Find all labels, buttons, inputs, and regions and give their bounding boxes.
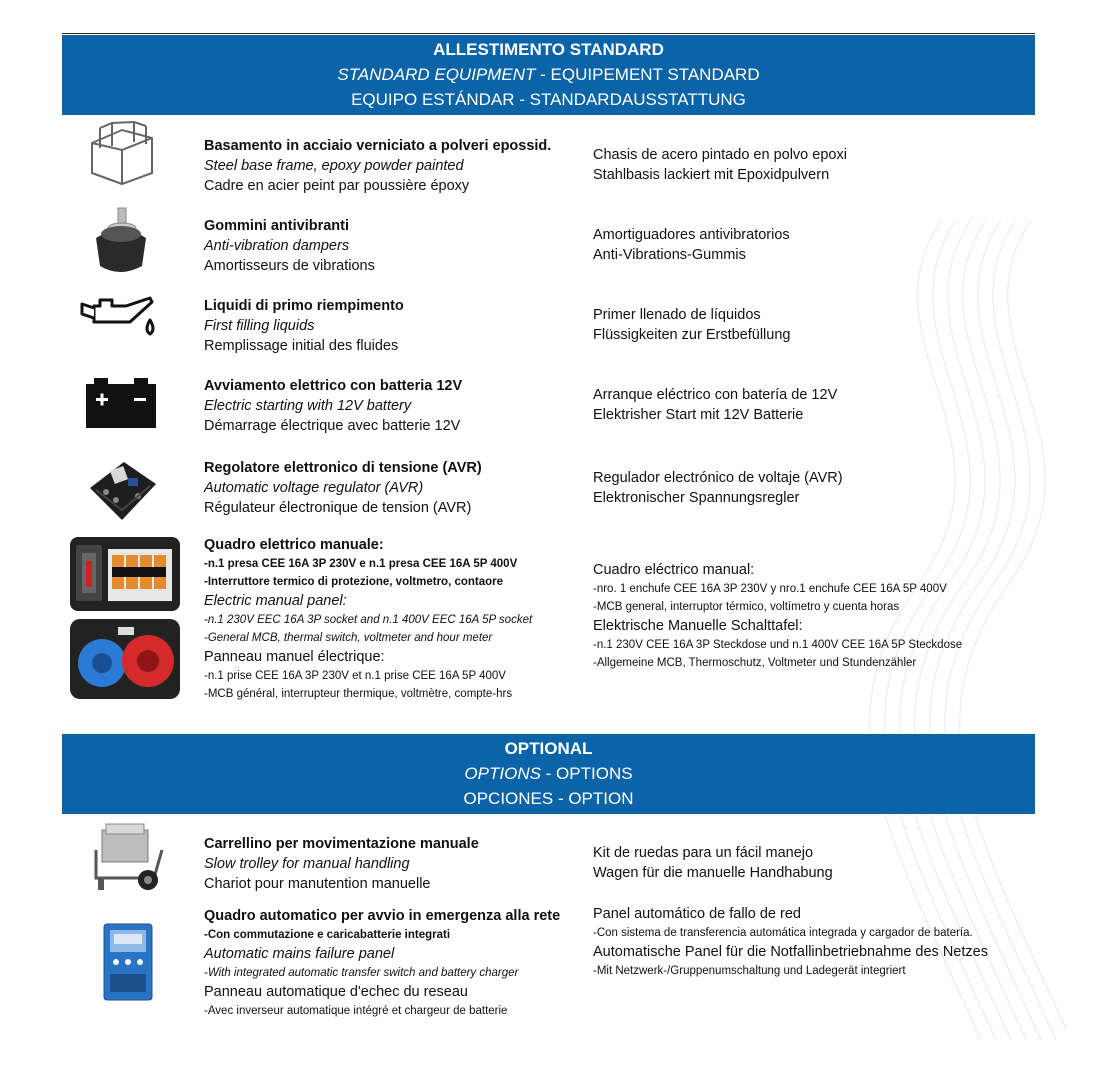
item-title-es: Primer llenado de líquidos [593,307,761,323]
item-title-es: Regulador electrónico de voltaje (AVR) [593,470,843,486]
trolley-title-de: Wagen für die manuelle Handhabung [593,865,833,881]
item-title-en: First filling liquids [204,318,315,334]
optional-line3: OPCIONES - OPTION [463,789,634,808]
amf-title-it: Quadro automatico per avvio in emergenza alla rete [204,908,561,924]
rubber-damper-icon [88,204,152,276]
amf-panel-icon [102,922,154,1002]
amf-title-fr: Panneau automatique d'echec du reseau [204,984,468,1000]
item-title-it: Avviamento elettrico con batteria 12V [204,378,463,394]
item-title-fr: Démarrage électrique avec batterie 12V [204,418,461,434]
trolley-title-es: Kit de ruedas para un fácil manejo [593,845,814,861]
steel-frame-icon [82,118,162,188]
item-title-fr: Amortisseurs de vibrations [204,258,375,274]
trolley-title-en: Slow trolley for manual handling [204,856,410,872]
optional-subtitle-italic: OPTIONS [464,764,541,783]
item-title-it: Regolatore elettronico di tensione (AVR) [204,460,482,476]
item-title-it: Gommini antivibranti [204,218,350,234]
optional-title: OPTIONAL [504,739,593,758]
item-title-it: Liquidi di primo riempimento [204,298,404,314]
banner-subtitle-rest: - EQUIPEMENT STANDARD [535,65,760,84]
item-title-es: Arranque eléctrico con batería de 12V [593,387,838,403]
panel-fr-line1: -n.1 prise CEE 16A 3P 230V et n.1 prise CEE 16A 5P 400V [204,670,506,682]
panel-title-de: Elektrische Manuelle Schalttafel: [593,618,803,634]
amf-de-line1: -Mit Netzwerk-/Gruppenumschaltung und Ladegerät integriert [593,965,906,977]
item-title-fr: Cadre en acier peint par poussière époxy [204,178,470,194]
item-title-de: Flüssigkeiten zur Erstbefüllung [593,327,791,343]
optional-banner [62,734,1035,814]
banner-subtitle-italic: STANDARD EQUIPMENT [337,65,536,84]
trolley-title-it: Carrellino per movimentazione manuale [204,836,479,852]
top-rule [62,33,1035,34]
amf-title-es: Panel automático de fallo de red [593,906,801,922]
amf-fr-line1: -Avec inverseur automatique intégré et chargeur de batterie [204,1005,508,1017]
amf-title-de: Automatische Panel für die Notfallinbetriebnahme des Netzes [593,944,988,960]
panel-title-es: Cuadro eléctrico manual: [593,562,755,578]
banner-line3: EQUIPO ESTÁNDAR - STANDARDAUSSTATTUNG [351,90,746,109]
standard-equipment-banner [62,35,1035,115]
trolley-icon [88,820,168,894]
panel-title-it: Quadro elettrico manuale: [204,537,384,553]
amf-it-line1: -Con commutazione e caricabatterie integrati [204,929,451,941]
trolley-title-fr: Chariot pour manutention manuelle [204,876,431,892]
item-title-en: Anti-vibration dampers [204,238,350,254]
item-title-en: Steel base frame, epoxy powder painted [204,158,464,174]
amf-title-en: Automatic mains failure panel [204,946,395,962]
panel-de-line1: -n.1 230V CEE 16A 3P Steckdose und n.1 400V CEE 16A 5P Steckdose [593,639,963,651]
amf-en-line1: -With integrated automatic transfer switch and battery charger [204,967,519,979]
item-title-de: Elektronischer Spannungsregler [593,490,800,506]
panel-es-line2: -MCB general, interruptor térmico, voltímetro y cuenta horas [593,601,900,613]
item-title-es: Amortiguadores antivibratorios [593,227,790,243]
oil-can-icon [78,292,162,344]
item-title-it: Basamento in acciaio verniciato a polveri epossid. [204,138,552,154]
optional-subtitle-rest: - OPTIONS [540,764,633,783]
panel-it-line2: -Interruttore termico di protezione, voltmetro, contaore [204,576,504,588]
avr-board-icon [86,448,158,528]
panel-es-line1: -nro. 1 enchufe CEE 16A 3P 230V y nro.1 enchufe CEE 16A 5P 400V [593,583,947,595]
battery-icon [84,376,158,430]
item-title-de: Anti-Vibrations-Gummis [593,247,746,263]
panel-title-en: Electric manual panel: [204,593,347,609]
panel-it-line1: -n.1 presa CEE 16A 3P 230V e n.1 presa CEE 16A 5P 400V [204,558,518,570]
banner-title: ALLESTIMENTO STANDARD [433,40,664,59]
electric-panel-icon [68,535,182,701]
item-title-de: Elektrisher Start mit 12V Batterie [593,407,804,423]
panel-de-line2: -Allgemeine MCB, Thermoschutz, Voltmeter und Stundenzähler [593,657,917,669]
panel-en-line1: -n.1 230V EEC 16A 3P socket and n.1 400V EEC 16A 5P socket [204,614,533,626]
amf-es-line1: -Con sistema de transferencia automática integrada y cargador de batería. [593,927,973,939]
item-title-es: Chasis de acero pintado en polvo epoxi [593,147,847,163]
item-title-fr: Régulateur électronique de tension (AVR) [204,500,472,516]
item-title-en: Electric starting with 12V battery [204,398,412,414]
item-title-de: Stahlbasis lackiert mit Epoxidpulvern [593,167,830,183]
panel-title-fr: Panneau manuel électrique: [204,649,385,665]
item-title-en: Automatic voltage regulator (AVR) [204,480,424,496]
panel-en-line2: -General MCB, thermal switch, voltmeter and hour meter [204,632,493,644]
panel-fr-line2: -MCB général, interrupteur thermique, voltmètre, compte-hrs [204,688,513,700]
item-title-fr: Remplissage initial des fluides [204,338,399,354]
